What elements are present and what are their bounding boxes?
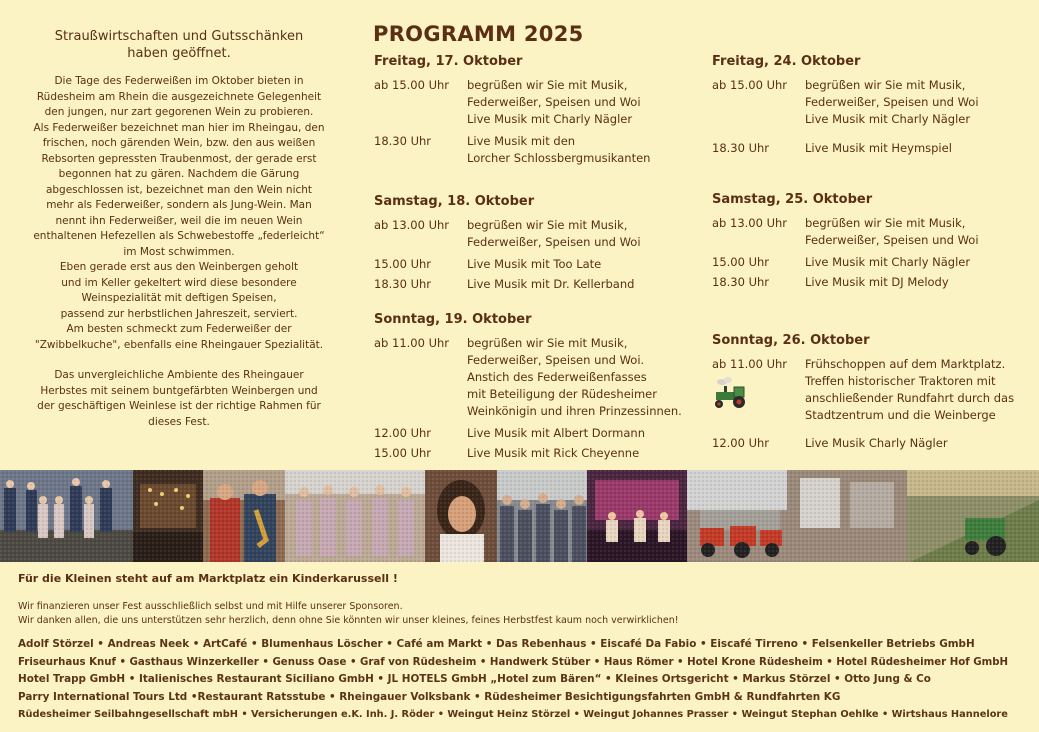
event-time: ab 13.00 Uhr [712, 216, 788, 230]
sponsor-line: Hotel Trapp GmbH • Italienisches Restaurant Siciliano GmbH • JL HOTELS GmbH „Hotel zum Bären“ • Kleines Ortsgericht • Markus Störzel • Otto Jung & Co [18, 673, 931, 685]
day-sunday-19 [374, 312, 704, 467]
event-text: Live Musik mit den Lorcher Schlossbergmusikanten [467, 134, 651, 165]
event-text: Live Musik mit Albert Dormann [467, 426, 645, 440]
event [712, 435, 1032, 452]
event [374, 425, 704, 442]
event [712, 254, 1032, 271]
financing-note [18, 600, 1028, 628]
day-title: Samstag, 25. Oktober [712, 192, 873, 207]
day-friday-17 [374, 54, 704, 172]
day-title: Sonntag, 19. Oktober [374, 312, 532, 327]
intro-paragraph-1: Die Tage des Federweißen im Oktober bieten in Rüdesheim am Rhein die ausgezeichnete Gelegenheit den jungen, nur zart gegorenen Wein zu probieren. Als Federweißer bezeichnet man hier im Rheingau, den frischen, noch gärenden Wein, bzw. den aus weißen Rebsorten gepressten Traubenmost, der gerade erst begonnen hat zu gären. Nachdem die Gärung abgeschlossen ist, bezeichnet man den Wein nicht mehr als Federweißer, sondern als Jung-Wein. Man nennt ihn Federweißer, weil die im neuen Wein enthaltenen Hefezellen als Schwebestoffe „federleicht“ im Most schwimmen. Eben gerade erst aus den Weinbergen geholt und im Keller gekeltert wird diese besondere Weinspezialität mit deftigen Speisen, passend zur herbstlichen Jahreszeit, serviert. Am besten schmeckt zum Federweißer der "Zwibbelkuche", ebenfalls eine Rheingauer Spezialität. [33, 75, 325, 351]
day-title: Samstag, 18. Oktober [374, 194, 535, 209]
event-text: Live Musik mit DJ Melody [805, 275, 949, 289]
intro-paragraph-2: Das unvergleichliche Ambiente des Rheingauer Herbstes mit seinem buntgefärbten Weinbergen und der geschäftigen Weinlese ist der richtige Rahmen für dieses Fest. [37, 369, 321, 428]
event-time: 18.30 Uhr [712, 141, 770, 155]
event-time: 15.00 Uhr [374, 257, 432, 271]
event-text: Live Musik Charly Nägler [805, 436, 948, 450]
event-text: begrüßen wir Sie mit Musik, Federweißer, Speisen und Woi [805, 216, 979, 247]
event-time: 12.00 Uhr [712, 436, 770, 450]
intro-heading: Straußwirtschaften und Gutsschänken haben geöffnet. [54, 29, 304, 61]
event [374, 217, 704, 251]
sponsor-line: Friseurhaus Knuf • Gasthaus Winzerkeller • Genuss Oase • Graf von Rüdesheim • Handwerk Stüber • Haus Römer • Hotel Krone Rüdesheim • Hotel Rüdesheimer Hof GmbH [18, 656, 1009, 668]
event [374, 77, 704, 128]
program-title: PROGRAMM 2025 [373, 22, 584, 46]
event [374, 335, 704, 420]
event-text: Frühschoppen auf dem Marktplatz. Treffen historischer Traktoren mit anschließender Rundfahrt durch das Stadtzentrum und die Weinberge [805, 357, 1015, 422]
event-time: 12.00 Uhr [374, 426, 432, 440]
event-time: 18.30 Uhr [374, 277, 432, 291]
day-sunday-26 [712, 333, 1032, 457]
event-text: Live Musik mit Too Late [467, 257, 602, 271]
sponsor-line: Rüdesheimer Seilbahngesellschaft mbH • Versicherungen e.K. Inh. J. Röder • Weingut Heinz Störzel • Weingut Johannes Prasser • Weingut Stephan Oehlke • Wirtshaus Hannelore [18, 709, 1008, 720]
sponsor-list [18, 636, 1022, 724]
event [712, 140, 1032, 157]
event [374, 445, 704, 462]
day-friday-24 [712, 54, 1032, 162]
day-title: Freitag, 24. Oktober [712, 54, 861, 69]
event-time: 15.00 Uhr [712, 255, 770, 269]
event [712, 215, 1032, 249]
event-time: ab 13.00 Uhr [374, 218, 450, 232]
event [712, 274, 1032, 291]
event-time: 18.30 Uhr [374, 134, 432, 148]
event-time: 18.30 Uhr [712, 275, 770, 289]
photo-strip [0, 470, 1039, 562]
event [374, 133, 704, 167]
event [712, 356, 1032, 424]
event-text: Live Musik mit Dr. Kellerband [467, 277, 635, 291]
day-title: Sonntag, 26. Oktober [712, 333, 870, 348]
event [374, 256, 704, 273]
event-time: 15.00 Uhr [374, 446, 432, 460]
event-text: begrüßen wir Sie mit Musik, Federweißer, Speisen und Woi [467, 218, 641, 249]
financing-line-1: Wir finanzieren unser Fest ausschließlich selbst und mit Hilfe unserer Sponsoren. [18, 601, 403, 612]
financing-line-2: Wir danken allen, die uns unterstützen sehr herzlich, denn ohne Sie könnten wir unser kleines, feines Herbstfest kaum noch verwirklichen! [18, 615, 679, 626]
event-text: Live Musik mit Heymspiel [805, 141, 952, 155]
event-text: begrüßen wir Sie mit Musik, Federweißer, Speisen und Woi Live Musik mit Charly Nägler [805, 78, 979, 126]
event-text: Live Musik mit Rick Cheyenne [467, 446, 640, 460]
event-time: ab 11.00 Uhr [374, 336, 450, 350]
event-text: begrüßen wir Sie mit Musik, Federweißer, Speisen und Woi. Anstich des Federweißenfasses mit Beteiligung der Rüdesheimer Weinkönigin und ihren Prinzessinnen. [467, 336, 682, 418]
event-time: ab 15.00 Uhr [712, 78, 788, 92]
event [712, 77, 1032, 128]
event-time: ab 15.00 Uhr [374, 78, 450, 92]
day-saturday-25 [712, 192, 1032, 296]
event-time: ab 11.00 Uhr [712, 357, 788, 371]
day-saturday-18 [374, 194, 704, 298]
event-text: begrüßen wir Sie mit Musik, Federweißer, Speisen und Woi Live Musik mit Charly Nägler [467, 78, 641, 126]
day-title: Freitag, 17. Oktober [374, 54, 523, 69]
intro-section [14, 28, 344, 430]
sponsor-line: Adolf Störzel • Andreas Neek • ArtCafé • Blumenhaus Löscher • Café am Markt • Das Rebenhaus • Eiscafé Da Fabio • Eiscafé Tirreno • Felsenkeller Betriebs GmbH [18, 638, 975, 650]
tractor-icon [710, 376, 750, 410]
sponsor-line: Parry International Tours Ltd •Restaurant Ratsstube • Rheingauer Volksbank • Rüdesheimer Besichtigungsfahrten GmbH & Rundfahrten KG [18, 690, 841, 703]
event [374, 276, 704, 293]
kids-notice: Für die Kleinen steht auf am Marktplatz ein Kinderkarussell ! [18, 572, 398, 585]
event-text: Live Musik mit Charly Nägler [805, 255, 971, 269]
photo-strip-graphic [0, 470, 1039, 562]
